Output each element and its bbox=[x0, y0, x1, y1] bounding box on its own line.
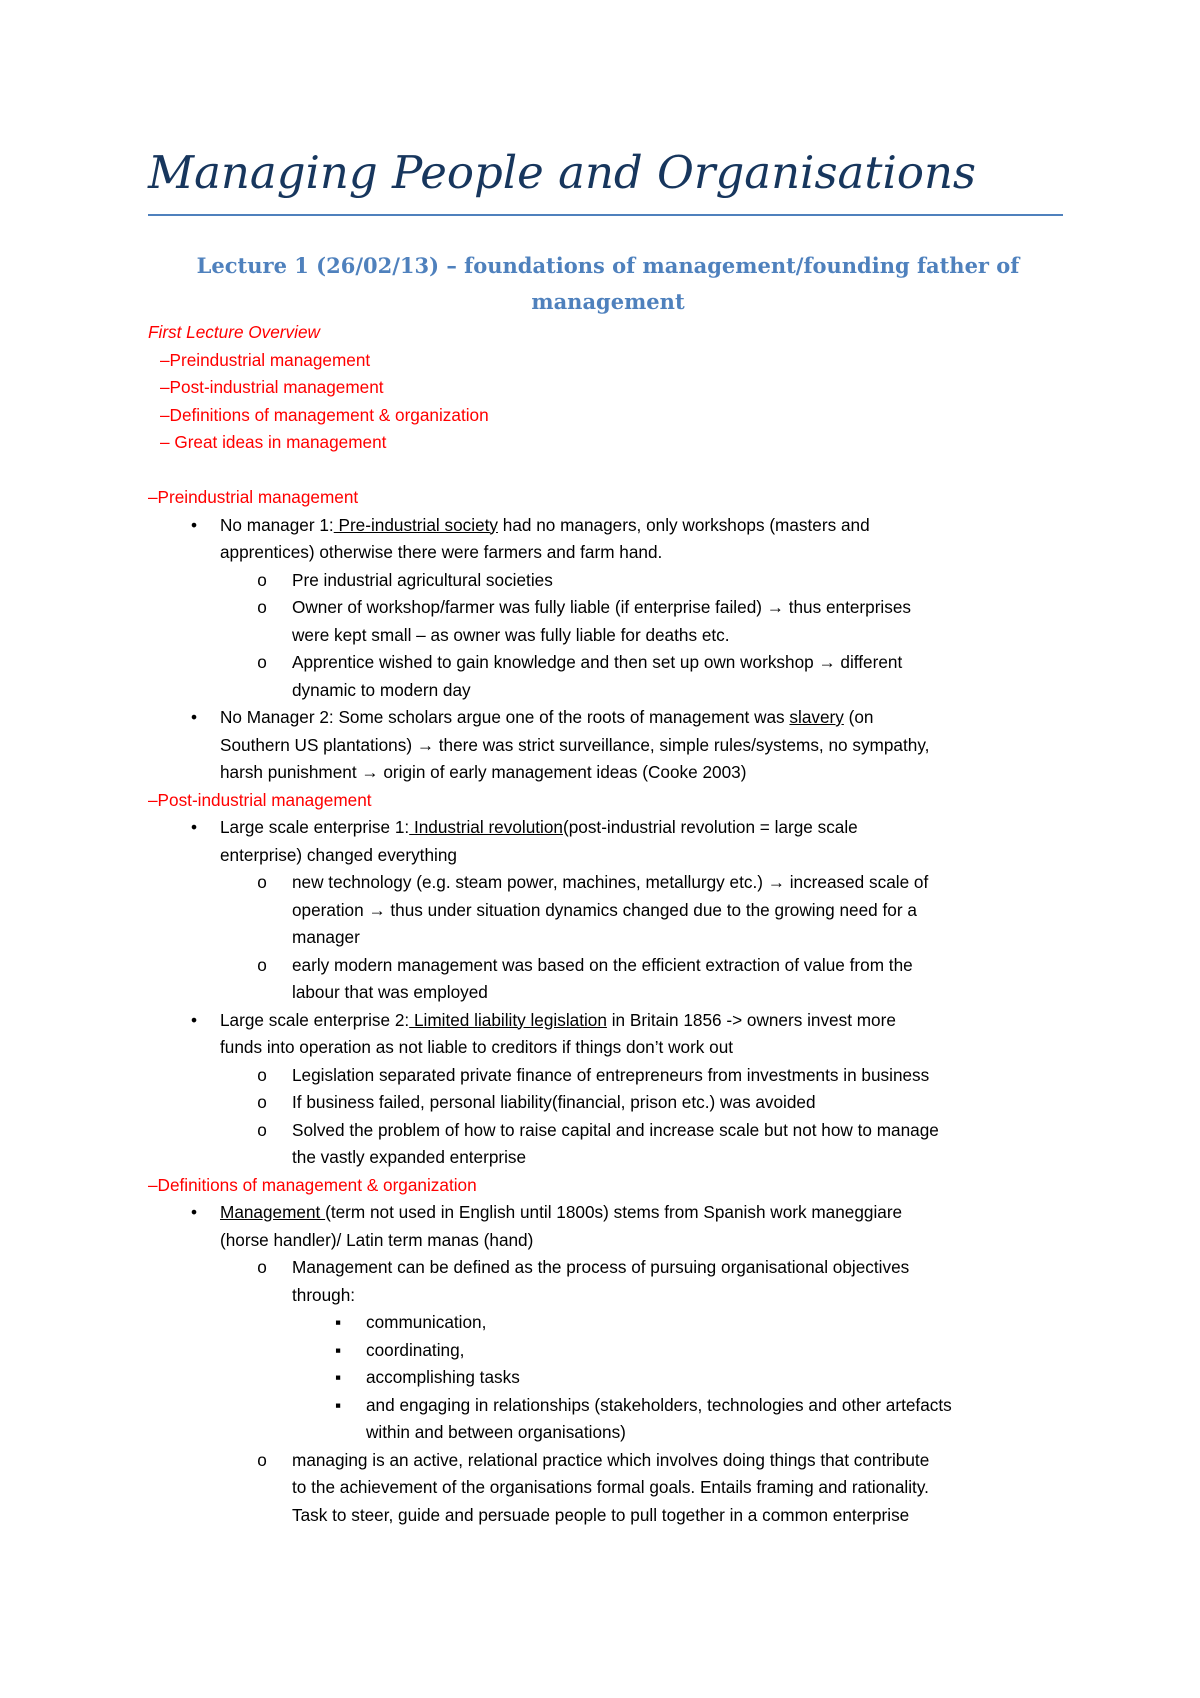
sub-item: o new technology (e.g. steam power, machines, metallurgy etc.) → increased scale of bbox=[148, 869, 1078, 897]
notes-body bbox=[148, 319, 1078, 1529]
underlined-term: Management bbox=[220, 1202, 326, 1222]
sub-item-continuation: the vastly expanded enterprise bbox=[292, 1147, 527, 1167]
page-title: Managing People and Organisations bbox=[148, 146, 977, 199]
overview-item: – Great ideas in management bbox=[160, 432, 387, 452]
bullet-marker: • bbox=[190, 707, 198, 727]
bullet-item: • Large scale enterprise 2: Limited liability legislation in Britain 1856 -> owners invest more bbox=[148, 1007, 1078, 1035]
square-marker: ▪ bbox=[334, 1339, 342, 1360]
bullet-continuation: apprentices) otherwise there were farmers and farm hand. bbox=[220, 542, 663, 562]
title-underline-rule bbox=[148, 214, 1063, 216]
circle-marker: o bbox=[257, 652, 267, 672]
circle-marker: o bbox=[257, 872, 267, 892]
circle-marker: o bbox=[257, 1092, 267, 1112]
bullet-marker: • bbox=[190, 817, 198, 837]
sub-item-continuation: through: bbox=[292, 1284, 356, 1305]
sub-item: o Apprentice wished to gain knowledge and then set up own workshop → different bbox=[148, 649, 1078, 677]
underlined-term: Pre-industrial society bbox=[333, 514, 498, 535]
square-marker: ▪ bbox=[334, 1312, 342, 1332]
underlined-term: Limited liability legislation bbox=[409, 1009, 607, 1030]
overview-item: –Post-industrial management bbox=[160, 377, 384, 397]
point-item-continuation: within and between organisations) bbox=[366, 1422, 626, 1442]
sub-item-continuation: Task to steer, guide and persuade people to pull together in a common enterprise bbox=[292, 1504, 910, 1525]
bullet-item: • Management (term not used in English until 1800s) stems from Spanish work maneggiare bbox=[148, 1199, 1078, 1227]
spacer bbox=[148, 457, 1078, 485]
sub-item-continuation: labour that was employed bbox=[292, 982, 488, 1002]
sub-item: o Legislation separated private finance of entrepreneurs from investments in business bbox=[148, 1062, 1078, 1090]
overview-heading: First Lecture Overview bbox=[148, 322, 320, 342]
bullet-item: • No manager 1: Pre-industrial society had no managers, only workshops (masters and bbox=[148, 512, 1078, 540]
overview-item: –Preindustrial management bbox=[160, 349, 371, 370]
subtitle-line-2: management bbox=[531, 289, 685, 314]
underlined-term: slavery bbox=[789, 707, 844, 727]
sub-item-continuation: manager bbox=[292, 927, 360, 947]
sub-item: o managing is an active, relational practice which involves doing things that contribute bbox=[148, 1447, 1078, 1475]
bullet-item: • No Manager 2: Some scholars argue one of the roots of management was slavery (on bbox=[148, 704, 1078, 732]
lecture-subtitle bbox=[148, 248, 1068, 320]
section-heading-preindustrial: –Preindustrial management bbox=[148, 487, 359, 507]
sub-item-continuation: to the achievement of the organisations formal goals. Entails framing and rationality. bbox=[292, 1477, 929, 1497]
sub-item-continuation: operation → thus under situation dynamics changed due to the growing need for a bbox=[292, 899, 917, 920]
overview-item: –Definitions of management & organization bbox=[160, 404, 489, 425]
sub-item-continuation: dynamic to modern day bbox=[292, 679, 471, 700]
bullet-marker: • bbox=[190, 1009, 198, 1030]
sub-item: o Owner of workshop/farmer was fully liable (if enterprise failed) → thus enterprises bbox=[148, 594, 1078, 622]
circle-marker: o bbox=[257, 1257, 267, 1277]
sub-item: o Solved the problem of how to raise capital and increase scale but not how to manage bbox=[148, 1117, 1078, 1145]
sub-item: o If business failed, personal liability(financial, prison etc.) was avoided bbox=[148, 1089, 1078, 1117]
bullet-continuation: (horse handler)/ Latin term manas (hand) bbox=[220, 1229, 534, 1250]
sub-item: o early modern management was based on the efficient extraction of value from the bbox=[148, 952, 1078, 980]
sub-item: o Pre industrial agricultural societies bbox=[148, 567, 1078, 595]
square-marker: ▪ bbox=[334, 1394, 342, 1415]
bullet-item: • Large scale enterprise 1: Industrial revolution(post-industrial revolution = large scale bbox=[148, 814, 1078, 842]
underlined-term: Industrial revolution bbox=[409, 817, 563, 837]
circle-marker: o bbox=[257, 1449, 267, 1470]
square-marker: ▪ bbox=[334, 1367, 342, 1387]
point-item: ▪ accomplishing tasks bbox=[148, 1364, 1078, 1392]
circle-marker: o bbox=[257, 1119, 267, 1140]
point-item: ▪ and engaging in relationships (stakeholders, technologies and other artefacts bbox=[148, 1392, 1078, 1420]
point-item: ▪ coordinating, bbox=[148, 1337, 1078, 1365]
circle-marker: o bbox=[257, 954, 267, 975]
subtitle-line-1: Lecture 1 (26/02/13) – foundations of management/founding father of bbox=[196, 253, 1020, 278]
bullet-continuation: enterprise) changed everything bbox=[220, 844, 457, 865]
circle-marker: o bbox=[257, 597, 267, 617]
circle-marker: o bbox=[257, 569, 267, 590]
section-heading-postindustrial: –Post-industrial management bbox=[148, 789, 372, 810]
point-item: ▪ communication, bbox=[148, 1309, 1078, 1337]
bullet-continuation: harsh punishment → origin of early management ideas (Cooke 2003) bbox=[220, 762, 747, 782]
bullet-continuation: Southern US plantations) → there was strict surveillance, simple rules/systems, no sympathy, bbox=[220, 734, 930, 755]
sub-item: o Management can be defined as the process of pursuing organisational objectives bbox=[148, 1254, 1078, 1282]
section-heading-definitions: –Definitions of management & organization bbox=[148, 1174, 477, 1195]
sub-item-continuation: were kept small – as owner was fully liable for deaths etc. bbox=[292, 624, 730, 645]
circle-marker: o bbox=[257, 1064, 267, 1085]
bullet-continuation: funds into operation as not liable to creditors if things don’t work out bbox=[220, 1037, 734, 1057]
bullet-marker: • bbox=[190, 1202, 198, 1222]
bullet-marker: • bbox=[190, 514, 198, 535]
